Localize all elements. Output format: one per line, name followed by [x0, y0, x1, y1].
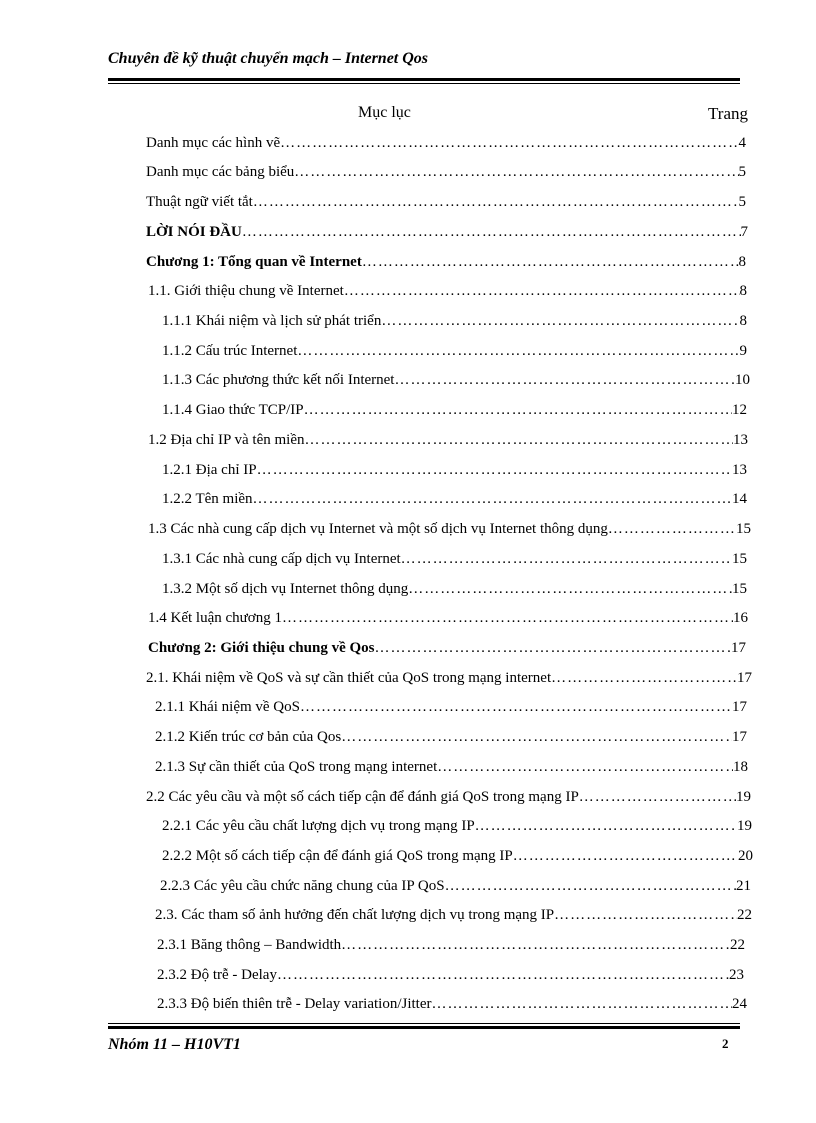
toc-leader-dots	[304, 400, 732, 420]
toc-entry	[157, 935, 745, 955]
toc-leader-dots	[277, 965, 729, 985]
toc-entry-page: 17	[732, 729, 747, 745]
toc-entry	[162, 400, 747, 420]
toc-entry-text: 1.1.4 Giao thức TCP/IP	[162, 402, 304, 418]
toc-entry	[162, 579, 747, 599]
toc-entry-page: 21	[736, 878, 751, 894]
toc-leader-dots	[294, 162, 738, 182]
toc-page-heading: Trang	[708, 104, 748, 123]
toc-entry-text: 2.3.3 Độ biến thiên trễ - Delay variation/Jitter	[157, 996, 432, 1012]
toc-entry-text: 2.2 Các yêu cầu và một số cách tiếp cận để đánh giá QoS trong mạng IP	[146, 789, 579, 805]
toc-leader-dots	[282, 608, 733, 628]
toc-entry-text: 1.1.3 Các phương thức kết nối Internet	[162, 372, 395, 388]
toc-entry-text: 1.2.2 Tên miền	[162, 491, 253, 507]
toc-entry	[146, 787, 751, 807]
toc-entry-page: 20	[738, 848, 753, 864]
toc-entry-text: Danh mục các bảng biểu	[146, 164, 295, 180]
toc-entry-page: 19	[736, 789, 751, 805]
toc-leader-dots	[432, 994, 732, 1014]
toc-entry-text: 2.1. Khái niệm về QoS và sự cần thiết của QoS trong mạng internet	[146, 670, 552, 686]
toc-entry-page: 8	[739, 283, 747, 299]
toc-entry	[155, 727, 747, 747]
toc-leader-dots	[300, 697, 732, 717]
toc-leader-dots	[344, 281, 740, 301]
toc-entry	[146, 133, 746, 153]
toc-entry	[148, 519, 751, 539]
toc-entry	[162, 816, 752, 836]
toc-entry-text: 1.1.2 Cấu trúc Internet	[162, 343, 298, 359]
header-title: Chuyên đề kỹ thuật chuyển mạch – Internet Qos	[108, 50, 429, 67]
toc-entry-text: 2.3.2 Độ trễ - Delay	[157, 967, 277, 983]
toc-entry-text: 2.1.3 Sự cần thiết của QoS trong mạng internet	[155, 759, 438, 775]
toc-leader-dots	[341, 935, 730, 955]
toc-entry-page: 16	[733, 610, 748, 626]
toc-entry	[162, 460, 747, 480]
toc-entry-page: 10	[735, 372, 750, 388]
toc-entry-text: 2.1.2 Kiến trúc cơ bản của Qos	[155, 729, 342, 745]
toc-entry	[146, 162, 746, 182]
toc-leader-dots	[608, 519, 736, 539]
toc-leader-dots	[280, 133, 738, 153]
toc-entry	[155, 757, 748, 777]
toc-entry	[148, 430, 748, 450]
toc-entry-text: 2.1.1 Khái niệm về QoS	[155, 699, 300, 715]
toc-leader-dots	[475, 816, 737, 836]
toc-entry	[162, 370, 750, 390]
toc-entry	[160, 876, 751, 896]
toc-entry-page: 19	[737, 818, 752, 834]
toc-entry-page: 5	[738, 194, 746, 210]
toc-leader-dots	[579, 787, 736, 807]
toc-entry-text: 1.1.1 Khái niệm và lịch sử phát triển	[162, 313, 382, 329]
toc-entry-text: Thuật ngữ viết tắt	[146, 194, 253, 210]
footer-rule-thick	[108, 1026, 740, 1029]
toc-entry-page: 15	[736, 521, 751, 537]
toc-entry	[146, 668, 752, 688]
toc-entry-page: 4	[738, 135, 746, 151]
toc-leader-dots	[401, 549, 732, 569]
toc-leader-dots	[445, 876, 736, 896]
toc-entry-page: 17	[732, 699, 747, 715]
toc-entry-page: 8	[738, 254, 746, 270]
footer-rule-thin	[108, 1023, 740, 1024]
toc-entry-text: 2.2.2 Một số cách tiếp cận để đánh giá QoS trong mạng IP	[162, 848, 513, 864]
toc-leader-dots	[297, 341, 739, 361]
toc-entry-page: 15	[732, 581, 747, 597]
toc-entry	[162, 846, 753, 866]
toc-entry-text: 1.3.1 Các nhà cung cấp dịch vụ Internet	[162, 551, 401, 567]
toc-entry	[162, 311, 747, 331]
toc-leader-dots	[253, 192, 739, 212]
toc-leader-dots	[341, 727, 732, 747]
toc-entry-page: 13	[732, 462, 747, 478]
page-number: 2	[722, 1036, 729, 1051]
toc-leader-dots	[257, 460, 732, 480]
toc-entry-page: 9	[739, 343, 747, 359]
toc-entry-page: 22	[730, 937, 745, 953]
toc-leader-dots	[437, 757, 733, 777]
toc-entry	[155, 905, 752, 925]
toc-entry-page: 15	[732, 551, 747, 567]
toc-entry-text: 1.4 Kết luận chương 1	[148, 610, 282, 626]
toc-entry-text: 1.2 Địa chỉ IP và tên miền	[148, 432, 305, 448]
toc-leader-dots	[374, 638, 731, 658]
toc-entry	[146, 192, 746, 212]
toc-entry	[148, 281, 747, 301]
toc-entry-page: 17	[731, 640, 746, 656]
toc-leader-dots	[305, 430, 734, 450]
toc-entry-text: 1.3.2 Một số dịch vụ Internet thông dụng	[162, 581, 409, 597]
toc-entry-text: Chương 2: Giới thiệu chung về Qos	[148, 640, 375, 656]
toc-entry-text: Chương 1: Tổng quan về Internet	[146, 254, 362, 270]
toc-entry-text: 2.3. Các tham số ảnh hưởng đến chất lượng dịch vụ trong mạng IP	[155, 907, 555, 923]
toc-leader-dots	[554, 905, 737, 925]
toc-entry-text: 1.1. Giới thiệu chung về Internet	[148, 283, 344, 299]
footer-group-label: Nhóm 11 – H10VT1	[108, 1036, 241, 1053]
toc-entry-page: 23	[729, 967, 744, 983]
toc-entry-text: 2.2.3 Các yêu cầu chức năng chung của IP QoS	[160, 878, 445, 894]
toc-entry	[162, 341, 747, 361]
toc-entry-page: 18	[733, 759, 748, 775]
toc-entry-text: 2.2.1 Các yêu cầu chất lượng dịch vụ trong mạng IP	[162, 818, 475, 834]
toc-entry	[146, 252, 746, 272]
toc-leader-dots	[551, 668, 737, 688]
toc-entry-page: 14	[732, 491, 747, 507]
toc-leader-dots	[253, 489, 732, 509]
toc-entry-page: 24	[732, 996, 747, 1012]
toc-leader-dots	[408, 579, 732, 599]
toc-entry-page: 5	[738, 164, 746, 180]
toc-entry	[162, 549, 747, 569]
toc-entry-text: 1.2.1 Địa chỉ IP	[162, 462, 257, 478]
toc-leader-dots	[242, 222, 741, 242]
toc-entry	[148, 638, 746, 658]
toc-leader-dots	[513, 846, 738, 866]
toc-leader-dots	[362, 252, 739, 272]
toc-entry-page: 8	[739, 313, 747, 329]
toc-entry-page: 17	[737, 670, 752, 686]
toc-entry-page: 22	[737, 907, 752, 923]
toc-entry	[157, 965, 744, 985]
toc-entry-text: 1.3 Các nhà cung cấp dịch vụ Internet và một số dịch vụ Internet thông dụng	[148, 521, 608, 537]
toc-entry-page: 13	[733, 432, 748, 448]
toc-entry-page: 12	[732, 402, 747, 418]
toc-entry-text: LỜI NÓI ĐẦU	[146, 224, 242, 240]
toc-entry	[162, 489, 747, 509]
toc-entry-text: 2.3.1 Băng thông – Bandwidth	[157, 937, 342, 953]
toc-entry	[157, 994, 747, 1014]
toc-leader-dots	[381, 311, 739, 331]
toc-heading: Mục lục	[358, 104, 411, 121]
toc-entry	[155, 697, 747, 717]
toc-entry	[146, 222, 748, 242]
toc-entry-page: 7	[740, 224, 748, 240]
toc-entry	[148, 608, 748, 628]
toc-leader-dots	[394, 370, 735, 390]
toc-entry-text: Danh mục các hình vẽ	[146, 135, 281, 151]
